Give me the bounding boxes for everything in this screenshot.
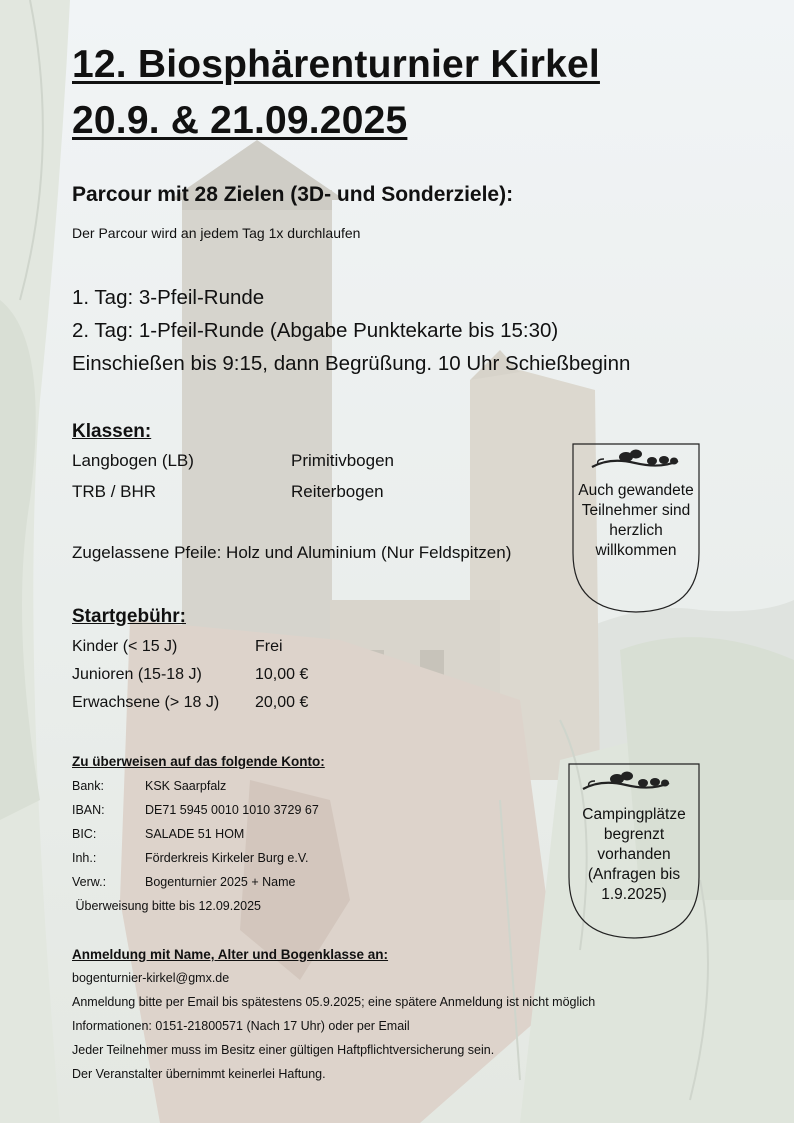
class-item: TRB / BHR <box>72 482 157 501</box>
shield-text: Auch gewandete Teilnehmer sind herzlich willkommen <box>578 482 694 559</box>
bank-label: Inh.: <box>72 851 97 865</box>
bank-label: Verw.: <box>72 875 107 889</box>
bank-value: KSK Saarpfalz <box>145 779 227 793</box>
bank-label: Bank: <box>72 779 104 793</box>
ornament-icon <box>581 769 671 795</box>
registration-line: Der Veranstalter übernimmt keinerlei Haftung. <box>72 1067 326 1081</box>
registration-heading: Anmeldung mit Name, Alter und Bogenklasse an: <box>72 947 389 962</box>
fee-label: Erwachsene (> 18 J) <box>72 694 220 711</box>
registration-line: Jeder Teilnehmer muss im Besitz einer gültigen Haftpflichtversicherung sein. <box>72 1043 495 1057</box>
title-line-2: 20.9. & 21.09.2025 <box>72 99 408 142</box>
bank-heading: Zu überweisen auf das folgende Konto: <box>72 754 325 769</box>
classes-heading: Klassen: <box>72 421 152 442</box>
fee-label: Kinder (< 15 J) <box>72 638 178 655</box>
info-shield-costume <box>572 443 700 613</box>
parcour-heading: Parcour mit 28 Zielen (3D- und Sonderziele): <box>72 183 514 206</box>
class-item: Primitivbogen <box>291 451 394 470</box>
class-item: Langbogen (LB) <box>72 451 194 470</box>
bank-label: BIC: <box>72 827 97 841</box>
schedule-warmup: Einschießen bis 9:15, dann Begrüßung. 10 Uhr Schießbeginn <box>72 352 631 375</box>
fee-value: 10,00 € <box>255 666 309 683</box>
bank-value: Bogenturnier 2025 + Name <box>145 875 296 889</box>
title-line-1: 12. Biosphärenturnier Kirkel <box>72 43 600 86</box>
bank-value: SALADE 51 HOM <box>145 827 245 841</box>
registration-line: Anmeldung bitte per Email bis spätestens 05.9.2025; eine spätere Anmeldung ist nicht möglich <box>72 995 596 1009</box>
arrows-rule: Zugelassene Pfeile: Holz und Aluminium (Nur Feldspitzen) <box>72 543 512 562</box>
fee-value: Frei <box>255 638 283 655</box>
fees-heading: Startgebühr: <box>72 606 186 627</box>
class-item: Reiterbogen <box>291 482 384 501</box>
registration-line: Informationen: 0151-21800571 (Nach 17 Uhr) oder per Email <box>72 1019 410 1033</box>
fee-value: 20,00 € <box>255 694 309 711</box>
schedule-day-2: 2. Tag: 1-Pfeil-Runde (Abgabe Punktekarte bis 15:30) <box>72 319 559 342</box>
shield-text: Campingplätze begrenzt vorhanden (Anfragen bis 1.9.2025) <box>582 806 686 903</box>
bank-label: IBAN: <box>72 803 105 817</box>
parcour-note: Der Parcour wird an jedem Tag 1x durchlaufen <box>72 225 361 241</box>
bank-value: Förderkreis Kirkeler Burg e.V. <box>145 851 309 865</box>
fee-label: Junioren (15-18 J) <box>72 666 202 683</box>
info-shield-camping <box>568 763 700 939</box>
registration-email[interactable]: bogenturnier-kirkel@gmx.de <box>72 971 230 985</box>
ornament-icon <box>590 447 680 473</box>
schedule-day-1: 1. Tag: 3-Pfeil-Runde <box>72 286 265 309</box>
bank-value: DE71 5945 0010 1010 3729 67 <box>145 803 319 817</box>
bank-deadline: Überweisung bitte bis 12.09.2025 <box>72 899 262 913</box>
